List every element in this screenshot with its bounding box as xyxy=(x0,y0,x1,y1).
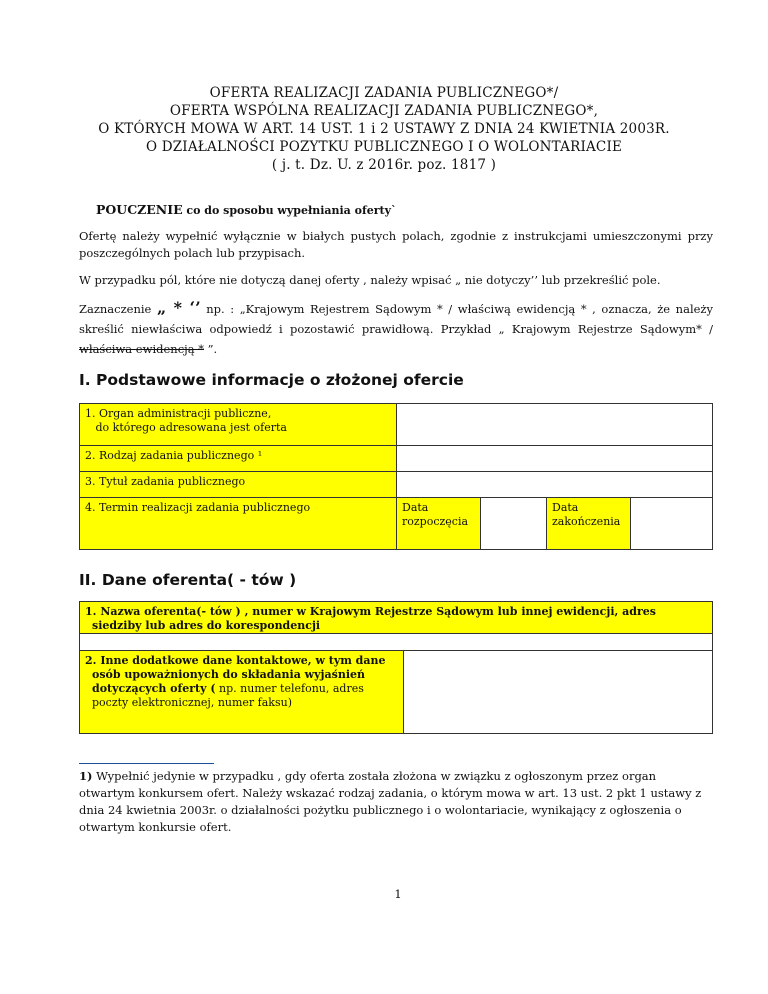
section-2-heading: II. Dane oferenta( - tów ) xyxy=(79,571,297,589)
section-1-heading: I. Podstawowe informacje o złożonej ofercie xyxy=(79,371,464,389)
contact-details-label-cell: 2. Inne dodatkowe dane kontaktowe, w tym dane osób upoważnionych do składania wyjaśnień dotyczących oferty ( np. numer telefonu, adres poczty elektronicznej, numer faksu) xyxy=(79,650,404,734)
task-period-label-cell: 4. Termin realizacji zadania publicznego xyxy=(79,497,397,550)
task-type-input[interactable] xyxy=(396,445,713,472)
offeror-name-label-cell: 1. Nazwa oferenta(- tów ) , numer w Krajowym Rejestrze Sądowym lub innej ewidencji, adres siedziby lub adres do korespondencji xyxy=(79,601,713,634)
contact-details-input[interactable] xyxy=(403,650,713,734)
task-type-label-cell: 2. Rodzaj zadania publicznego ¹ xyxy=(79,445,397,472)
footnote-marker: 1) xyxy=(79,769,93,783)
title-line-3: O KTÓRYCH MOWA W ART. 14 UST. 1 i 2 USTAWY Z DNIA 24 KWIETNIA 2003R. xyxy=(98,121,670,137)
start-date-input[interactable] xyxy=(480,497,547,550)
strikethrough-example: właściwa ewidencją * xyxy=(79,342,204,356)
document-title xyxy=(0,84,768,174)
instructions-heading: POUCZENIE co do sposobu wypełniania oferty` xyxy=(96,202,397,217)
page-number: 1 xyxy=(394,887,402,901)
title-line-4: O DZIAŁALNOŚCI POZYTKU PUBLICZNEGO I O WOLONTARIACIE xyxy=(145,139,623,155)
task-title-label-cell: 3. Tytuł zadania publicznego xyxy=(79,471,397,498)
title-line-1: OFERTA REALIZACJI ZADANIA PUBLICZNEGO*/ xyxy=(209,85,559,101)
instructions-paragraph-3: Zaznaczenie „ * ‘’ np. : „Krajowym Rejestrem Sądowym * / właściwą ewidencją * , oznacza, że należy skreślić niewłaściwa odpowiedź i pozostawić prawidłową. Przykład „ Krajowym Rejestrze Sądowym* / właściwa ewidencją * ”. xyxy=(79,298,713,356)
start-date-label-cell: Data rozpoczęcia xyxy=(396,497,481,550)
footnote-text: Wypełnić jedynie w przypadku , gdy oferta została złożona w związku z ogłoszonym przez organ otwartym konkursem ofert. Należy wskazać rodzaj zadania, o którym mowa w art. 13 ust. 2 pkt 1 ustawy z dnia 24 kwietnia 2003r. o działalności pożytku publicznego i o wolontariacie, wynikający z ogłoszenia o otwartym konkursie ofert. xyxy=(79,769,702,834)
end-date-input[interactable] xyxy=(630,497,713,550)
title-line-5: ( j. t. Dz. U. z 2016r. poz. 1817 ) xyxy=(271,157,497,173)
task-title-input[interactable] xyxy=(396,471,713,498)
title-line-2: OFERTA WSPÓLNA REALIZACJI ZADANIA PUBLICZNEGO*, xyxy=(169,103,599,119)
footnote-separator xyxy=(79,763,214,764)
organ-label-cell: 1. Organ administracji publiczne, do którego adresowana jest oferta xyxy=(79,403,397,446)
offeror-name-input[interactable] xyxy=(79,633,713,651)
asterisk-marker: „ * ‘’ xyxy=(156,298,201,317)
organ-input[interactable] xyxy=(396,403,713,446)
end-date-label-cell: Data zakończenia xyxy=(546,497,631,550)
instructions-paragraph-1: Ofertę należy wypełnić wyłącznie w białych pustych polach, zgodnie z instrukcjami umieszczonymi przy poszczególnych polach lub przypisach. xyxy=(79,229,713,260)
footnote xyxy=(79,768,709,836)
instructions-paragraph-2: W przypadku pól, które nie dotyczą danej oferty , należy wpisać „ nie dotyczy’’ lub przekreślić pole. xyxy=(79,273,661,287)
